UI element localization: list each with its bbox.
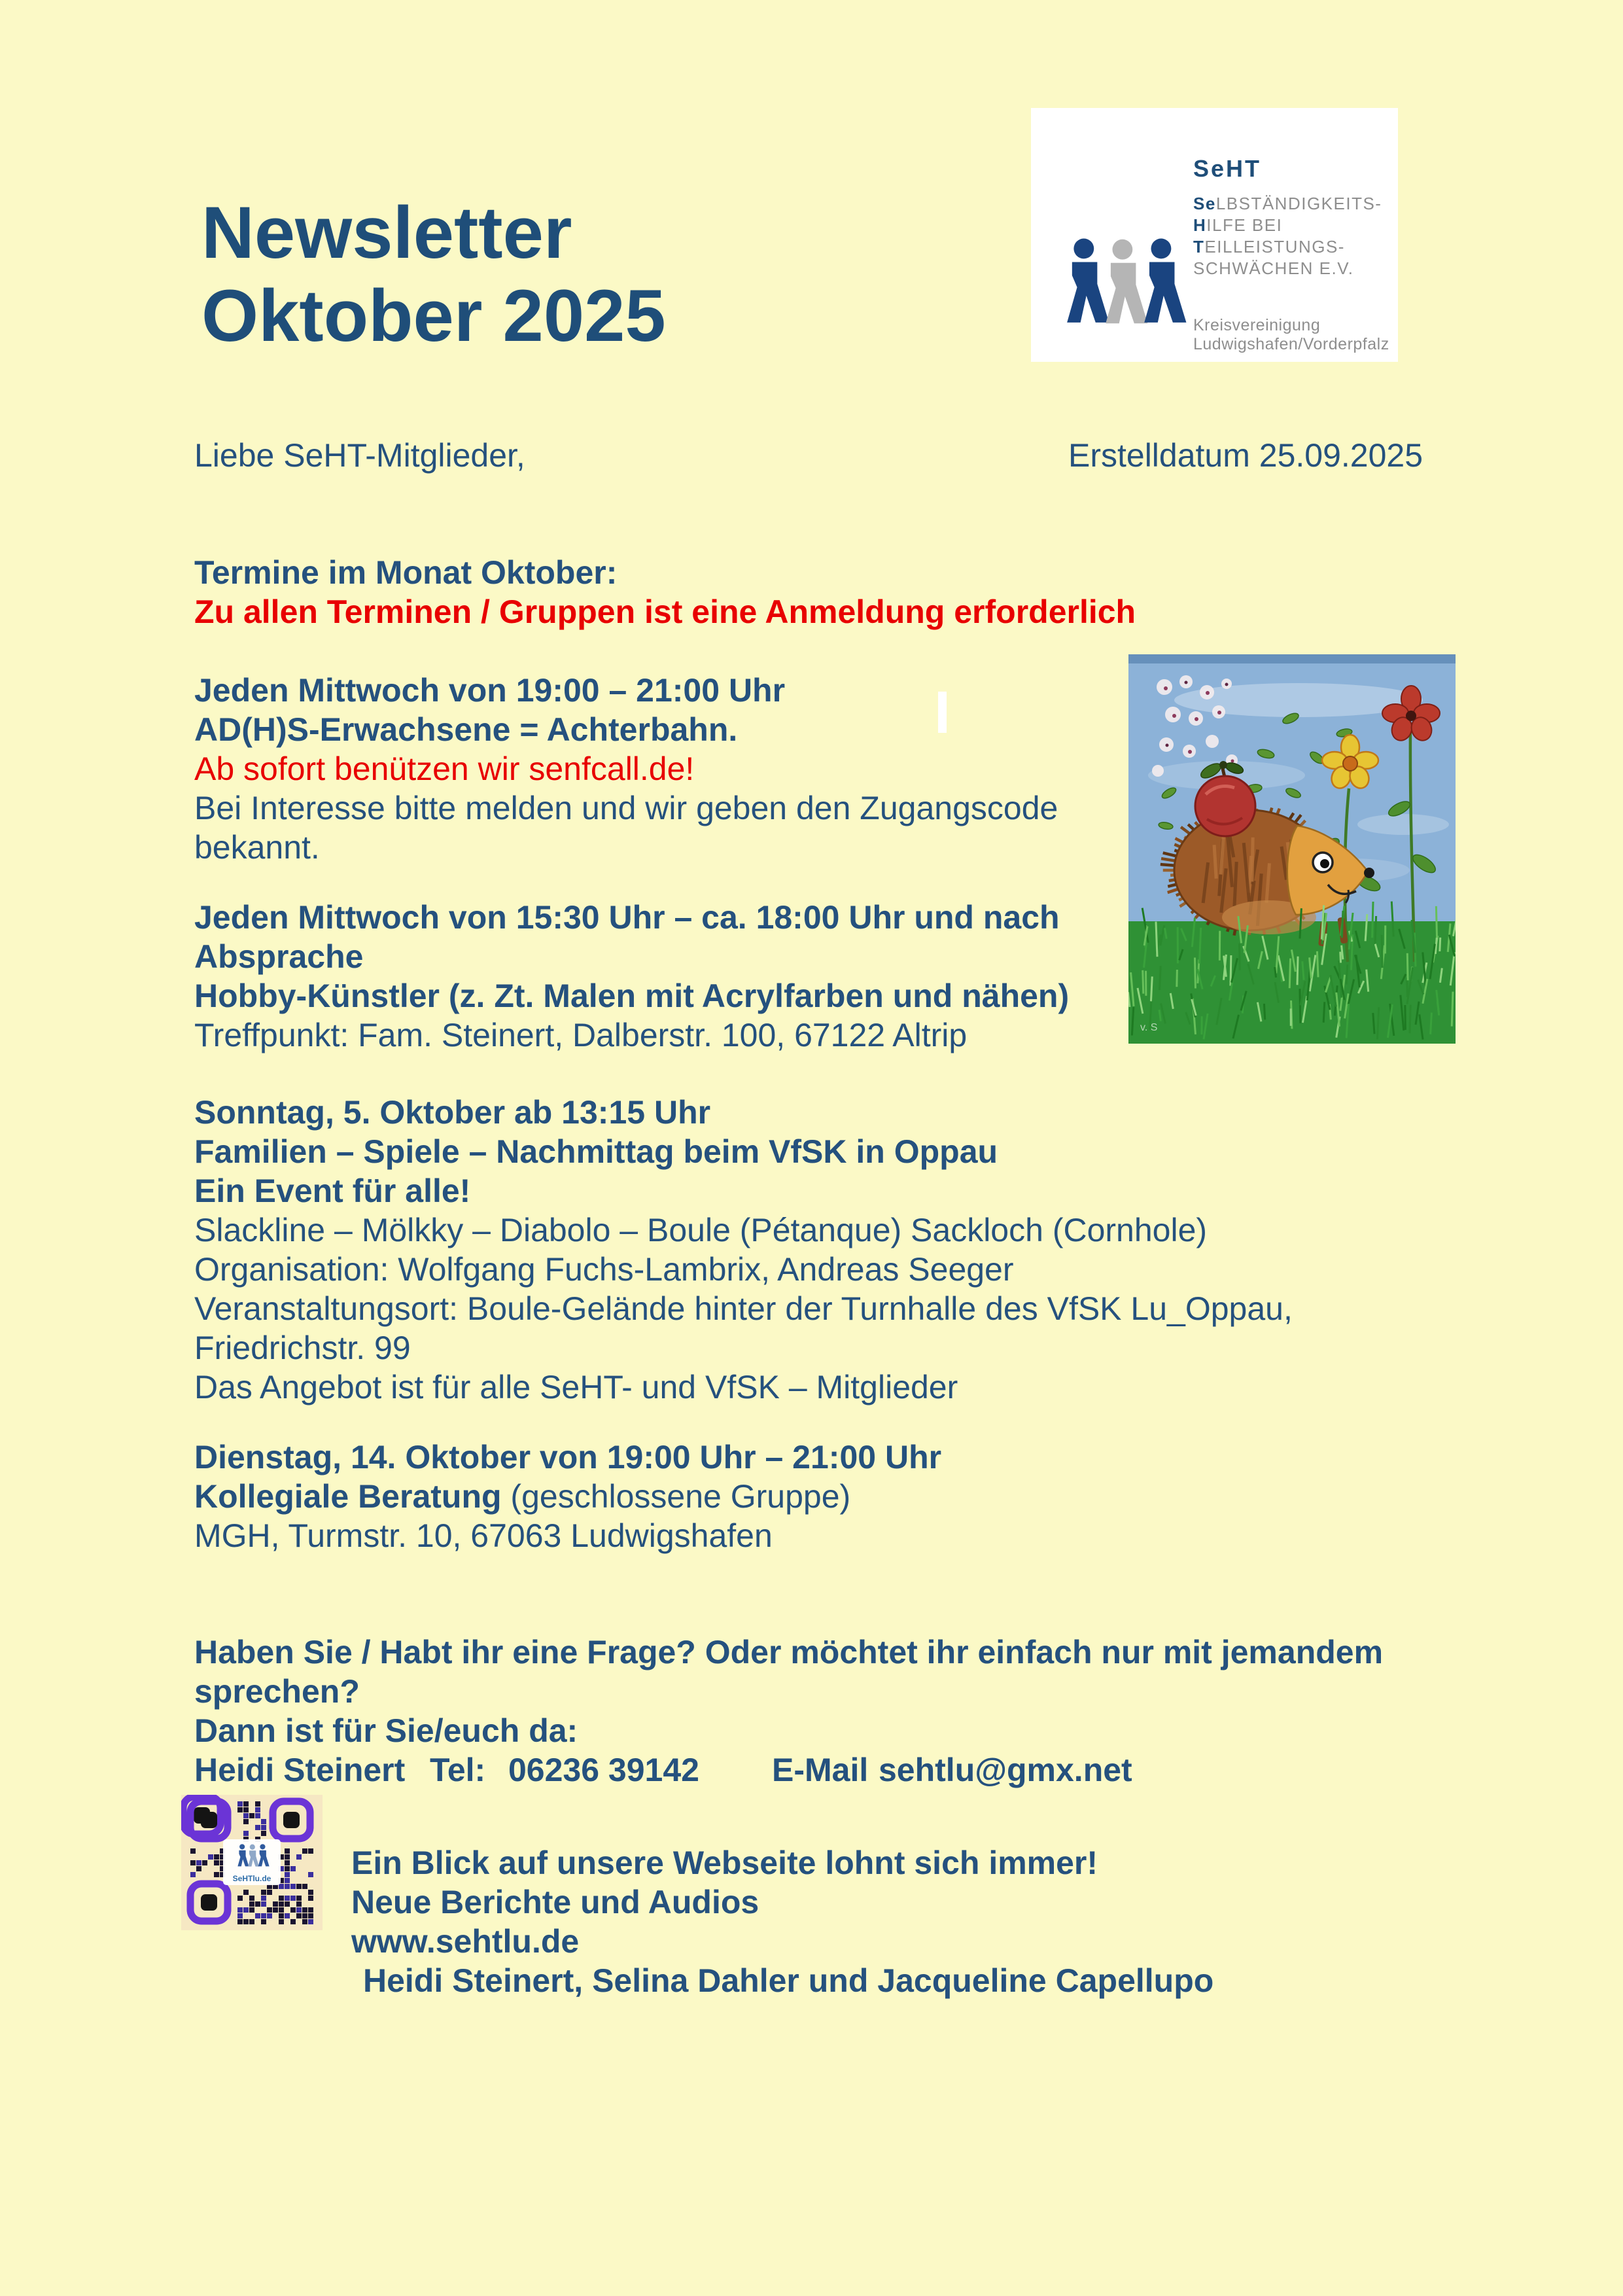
qr-center-logo — [223, 1839, 281, 1885]
event-beratung — [194, 1438, 941, 1555]
org-region: Kreisvereinigung Ludwigshafen/Vorderpfalz — [1193, 316, 1389, 353]
event-activities: Slackline – Mölkky – Diabolo – Boule (Pétanque) Sackloch (Cornhole) — [194, 1212, 1208, 1248]
contact-details — [194, 1750, 1372, 1790]
phone-number: 06236 39142 — [508, 1752, 699, 1788]
title-line-2: Oktober 2025 — [201, 275, 666, 357]
website-team: Heidi Steinert, Selina Dahler und Jacqueline Capellupo — [363, 1962, 1214, 1999]
event-family — [194, 1093, 1293, 1407]
title-line-1: Newsletter — [201, 192, 572, 274]
event-schedule: Absprache — [194, 938, 364, 975]
event-info: Bei Interesse bitte melden und wir geben den Zugangscode — [194, 790, 1058, 826]
hedgehog-painting — [1128, 654, 1456, 1044]
email-address: sehtlu@gmx.net — [879, 1752, 1132, 1788]
org-name-line: HILFE BEI — [1193, 215, 1283, 235]
event-name: Familien – Spiele – Nachmittag beim VfSK in Oppau — [194, 1133, 998, 1170]
event-name: Kollegiale Beratung (geschlossene Gruppe) — [194, 1478, 851, 1515]
greeting-text: Liebe SeHT-Mitglieder, — [194, 437, 525, 474]
event-hobby — [194, 898, 1069, 1055]
event-venue: Friedrichstr. 99 — [194, 1330, 411, 1366]
event-venue: Veranstaltungsort: Boule-Gelände hinter der Turnhalle des VfSK Lu_Oppau, — [194, 1290, 1293, 1327]
contact-question: sprechen? — [194, 1673, 360, 1710]
event-schedule: Jeden Mittwoch von 19:00 – 21:00 Uhr — [194, 672, 786, 709]
registration-notice: Zu allen Terminen / Gruppen ist eine Anmeldung erforderlich — [194, 593, 1136, 630]
event-location: MGH, Turmstr. 10, 67063 Ludwigshafen — [194, 1517, 773, 1554]
org-logo-text — [1193, 155, 1389, 354]
website-url: www.sehtlu.de — [351, 1923, 580, 1960]
event-schedule: Sonntag, 5. Oktober ab 13:15 Uhr — [194, 1094, 711, 1131]
qr-code — [181, 1795, 323, 1930]
svg-text:SeHTlu.de: SeHTlu.de — [232, 1874, 271, 1883]
event-tagline: Ein Event für alle! — [194, 1173, 471, 1209]
event-note: Das Angebot ist für alle SeHT- und VfSK – Mitglieder — [194, 1369, 958, 1405]
event-organisation: Organisation: Wolfgang Fuchs-Lambrix, Andreas Seeger — [194, 1251, 1014, 1288]
event-name: Hobby-Künstler (z. Zt. Malen mit Acrylfarben und nähen) — [194, 978, 1070, 1014]
contact-intro: Dann ist für Sie/euch da: — [194, 1712, 578, 1749]
website-line: Neue Berichte und Audios — [351, 1884, 759, 1920]
org-name-line: TEILLEISTUNGS- — [1193, 237, 1345, 256]
event-adhs — [194, 671, 1058, 867]
event-info: bekannt. — [194, 829, 320, 866]
website-block — [351, 1843, 1213, 2000]
org-name-line: SCHWÄCHEN E.V. — [1193, 258, 1354, 278]
text-cursor — [938, 692, 947, 733]
created-date: Erstelldatum 25.09.2025 — [1068, 437, 1423, 474]
qr-code-icon — [181, 1795, 323, 1930]
three-person-figures-icon — [1064, 238, 1188, 325]
contact-question: Haben Sie / Habt ihr eine Frage? Oder möchtet ihr einfach nur mit jemandem — [194, 1634, 1384, 1670]
event-location: Treffpunkt: Fam. Steinert, Dalberstr. 100, 67122 Altrip — [194, 1017, 968, 1053]
website-line: Ein Blick auf unsere Webseite lohnt sich immer! — [351, 1845, 1098, 1881]
svg-text:v. S: v. S — [1140, 1022, 1158, 1033]
org-name-line: SeLBSTÄNDIGKEITS- — [1193, 194, 1382, 213]
email-label: E-Mail — [772, 1752, 869, 1788]
contact-person: Heidi Steinert — [194, 1752, 406, 1788]
event-name: AD(H)S-Erwachsene = Achterbahn. — [194, 711, 738, 748]
contact-block — [194, 1633, 1383, 1790]
event-schedule: Jeden Mittwoch von 15:30 Uhr – ca. 18:00 Uhr und nach — [194, 899, 1060, 936]
section-heading-termine: Termine im Monat Oktober: — [194, 554, 618, 591]
phone-label: Tel: — [430, 1752, 486, 1788]
page-title — [201, 191, 666, 357]
org-logo — [1031, 108, 1398, 362]
org-acronym: SeHT — [1193, 155, 1262, 182]
event-schedule: Dienstag, 14. Oktober von 19:00 Uhr – 21:00 Uhr — [194, 1439, 942, 1475]
event-notice: Ab sofort benützen wir senfcall.de! — [194, 751, 695, 787]
